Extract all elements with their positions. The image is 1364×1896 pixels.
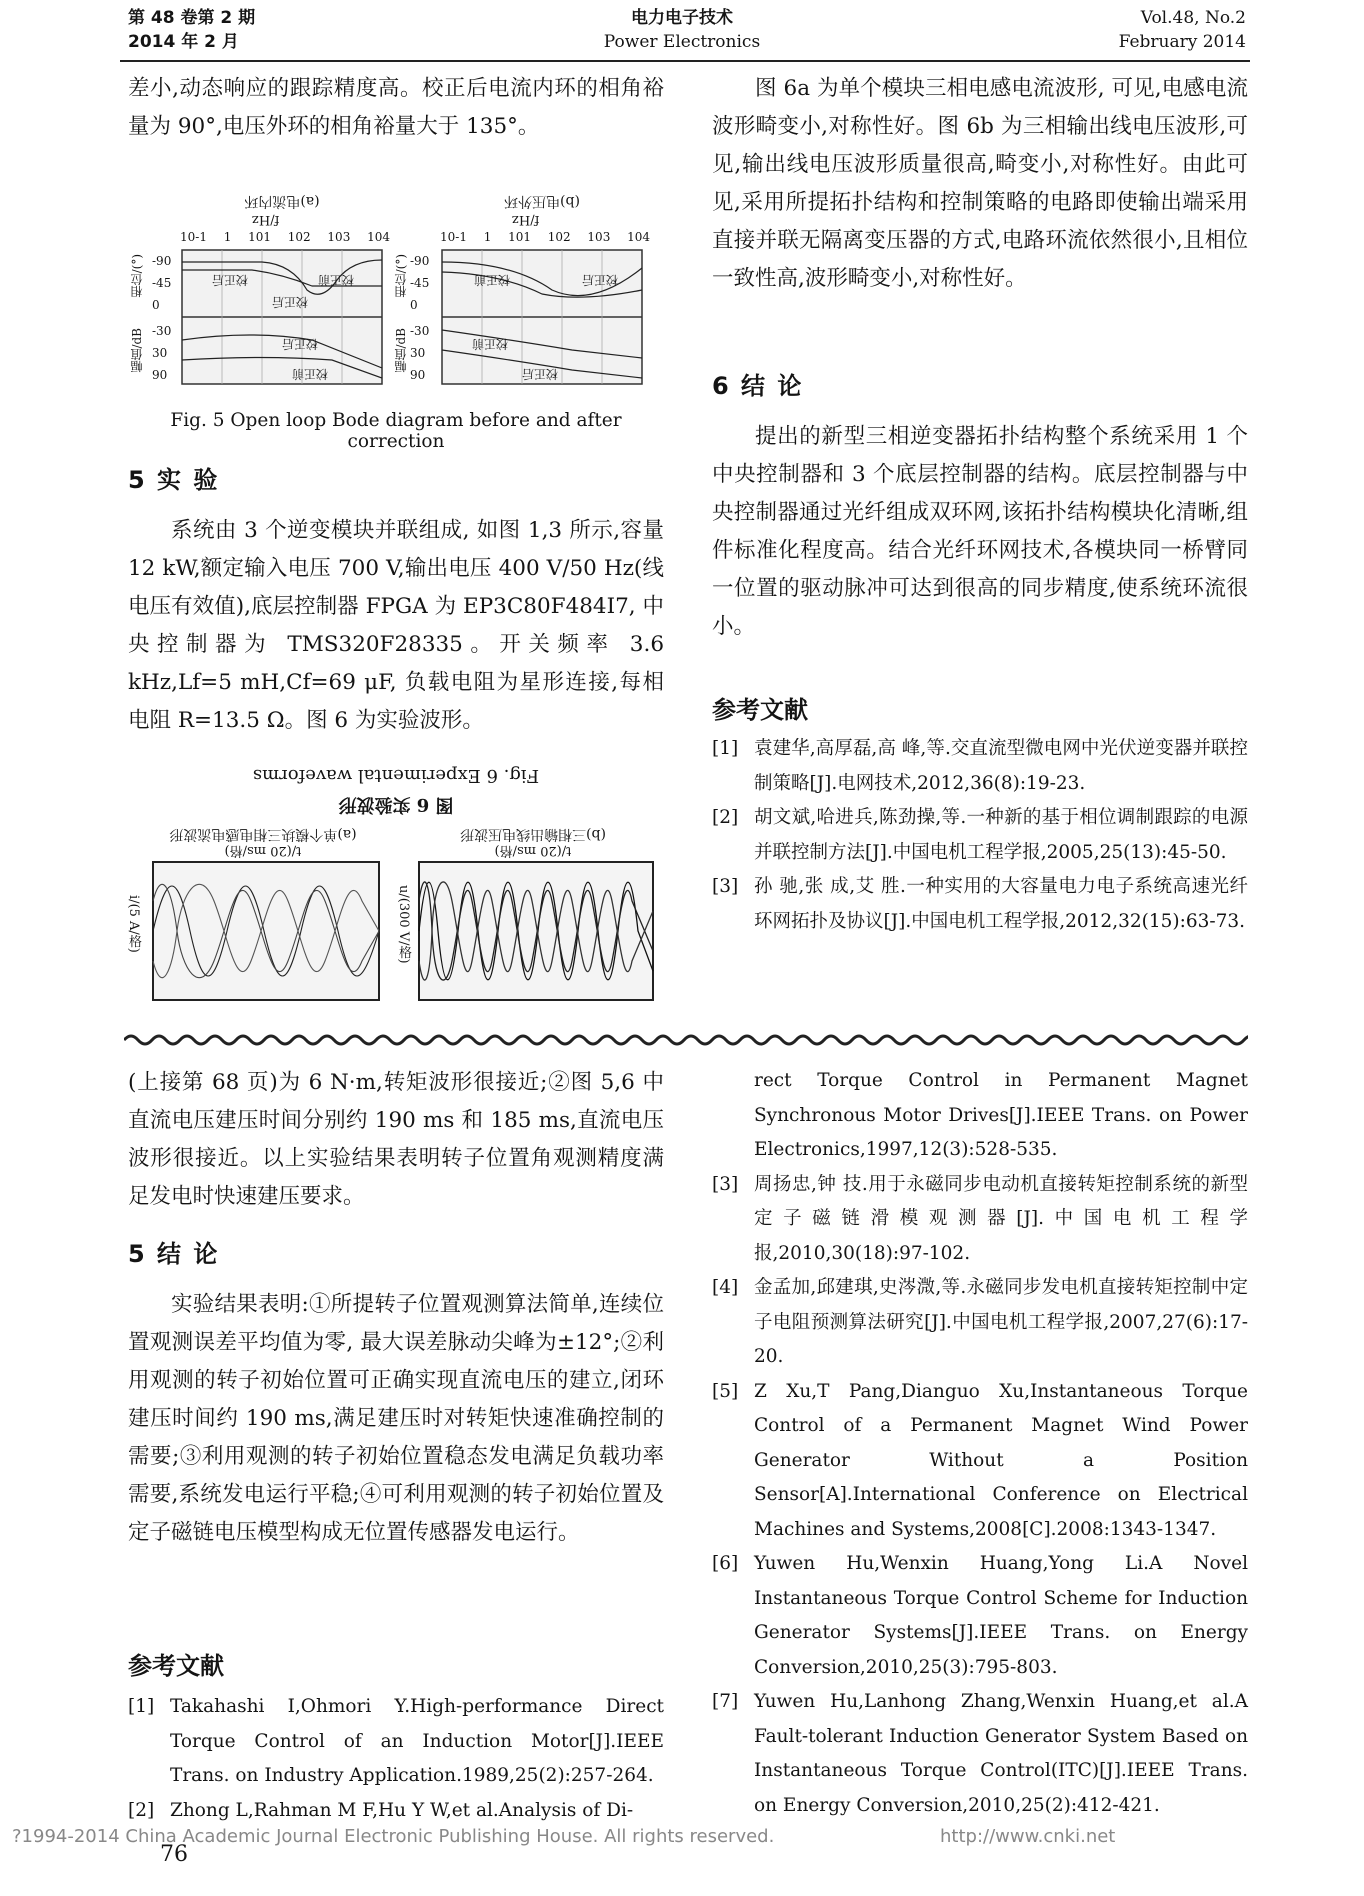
bode-a-xtick: 103	[327, 230, 351, 244]
bode-b-xtick: 103	[587, 230, 611, 244]
bode-b-xtick: 1	[483, 230, 492, 244]
bode-b-ytick: -90	[410, 254, 430, 268]
bode-a-title: (a)电流内环	[244, 193, 320, 209]
bode-b-label-before: 校正前	[474, 273, 511, 287]
fig6-caption-en: Fig. 6 Experimental waveforms	[252, 765, 540, 786]
bode-a-unit: f/Hz	[252, 212, 280, 227]
bode-b-xtick: 101	[508, 230, 532, 244]
reference-item: [4] 金孟加,邱建琪,史涔溦,等.永磁同步发电机直接转矩控制中定子电阻预测算法研究[J].中国电机工程学报,2007,27(6):17-20.	[712, 1277, 1248, 1367]
upper-refs-list	[712, 732, 1248, 939]
bode-a-ytick: 90	[152, 368, 168, 382]
section-5-experiment-text: 系统由 3 个逆变模块并联组成, 如图 1,3 所示,容量 12 kW,额定输入电压 700 V,输出电压 400 V/50 Hz(线电压有效值),底层控制器 FPGA 为 EP3C80F484I7, 中央控制器为 TMS320F28335。开关频率 3.6 kHz,Lf=5 mH,Cf=69 μF, 负载电阻为星形连接,每相电阻 R=13.5 Ω。图 6 为实验波形。	[128, 518, 664, 733]
fig6-panel-b-time: t/(20 ms/格)	[494, 843, 572, 858]
bode-a-label-after: 校正后	[212, 273, 249, 287]
bode-a-label-after-mag: 校正后	[282, 337, 319, 351]
fig6-panel-b-ylabel: u/(300 V/格)	[396, 885, 411, 964]
figure-5	[132, 190, 652, 390]
reference-item: [3] 孙 驰,张 成,艾 胜.一种实用的大容量电力电子系统高速光纤环网拓扑及协议[J].中国电机工程学报,2012,32(15):63-73.	[712, 876, 1248, 932]
bode-a-xtick: 102	[287, 230, 311, 244]
bode-a-ytick: 30	[152, 346, 168, 360]
fig6-panel-b-title: (b)三相输出线电压波形	[460, 826, 606, 842]
bode-b-ytick: 30	[410, 346, 426, 360]
bode-b-title: (b)电压外环	[504, 193, 580, 209]
footer-url: http://www.cnki.net	[940, 1826, 1116, 1847]
bode-b-ylabel-phase: 相位/(°)	[394, 254, 408, 298]
footer-copyright: ?1994-2014 China Academic Journal Electronic Publishing House. All rights reserved.	[12, 1826, 775, 1847]
bode-a-xtick: 10-1	[180, 230, 207, 244]
upper-refs-title: 参考文献	[712, 696, 808, 724]
bode-b-ytick: -45	[410, 276, 430, 290]
bode-b-yticks-mag	[410, 320, 429, 386]
header-date-en: February 2014	[1118, 32, 1246, 52]
reference-item: [1] Takahashi I,Ohmori Y.High-performance Direct Torque Control of an Induction Motor[J].IEEE Trans. on Industry Application.1989,25(2):257-264.	[128, 1696, 664, 1786]
bode-b-label-after: 校正后	[582, 273, 619, 287]
lower-refs-left-list	[128, 1690, 664, 1828]
lower-left-continued-text: (上接第 68 页)为 6 N·m,转矩波形很接近;②图 5,6 中直流电压建压时间分别约 190 ms 和 185 ms,直流电压波形很接近。以上实验结果表明转子位置角观测精度满足发电时快速建压要求。	[128, 1070, 664, 1209]
bode-b-ytick: 0	[410, 298, 418, 312]
bode-b-yticks-phase	[410, 250, 429, 316]
upper-left-intro: 差小,动态响应的跟踪精度高。校正后电流内环的相角裕量为 90°,电压外环的相角裕量大于 135°。	[128, 76, 664, 139]
bode-b-xtick: 102	[547, 230, 571, 244]
bode-a-label-after-2: 校正后	[272, 295, 309, 309]
figure-6	[128, 765, 664, 1005]
bode-a-xtick: 101	[248, 230, 272, 244]
bode-a-xtick: 104	[367, 230, 390, 244]
bode-a-xtick: 1	[223, 230, 232, 244]
reference-item: [1] 袁建华,高厚磊,高 峰,等.交直流型微电网中光伏逆变器并联控制策略[J].电网技术,2012,36(8):19-23.	[712, 738, 1248, 794]
bode-a-ytick: 0	[152, 298, 160, 312]
bode-b-label-before-mag: 校正前	[472, 337, 509, 351]
bode-b-xticks	[440, 230, 650, 244]
bode-panel-b	[442, 250, 642, 384]
bode-a-xticks	[180, 230, 390, 244]
header-date-cn: 2014 年 2 月	[128, 32, 239, 52]
reference-item: [6] Yuwen Hu,Wenxin Huang,Yong Li.A Novel Instantaneous Torque Control Scheme for Induction Generator Systems[J].IEEE Trans. on Energy Conversion,2010,25(3):795-803.	[712, 1553, 1248, 1678]
bode-a-yticks-phase	[152, 250, 171, 316]
reference-item: [7] Yuwen Hu,Lanhong Zhang,Wenxin Huang,et al.A Fault-tolerant Induction Generator System Based on Instantaneous Torque Control(ITC)[J].IEEE Trans. on Energy Conversion,2010,25(2):412-421.	[712, 1691, 1248, 1816]
bode-a-ytick: -45	[152, 276, 172, 290]
lower-conclusion-text: 实验结果表明:①所提转子位置观测算法简单,连续位置观测误差平均值为零, 最大误差脉动尖峰为±12°;②利用观测的转子初始位置可正确实现直流电压的建立,闭环建压时间约 190 ms,满足建压时对转矩快速准确控制的需要;③利用观测的转子初始位置稳态发电满足负载功率需要,系统发电运行平稳;④可利用观测的转子初始位置及定子磁链电压模型构成无位置传感器发电运行。	[128, 1292, 664, 1545]
bode-a-ytick: -90	[152, 254, 172, 268]
fig6-panel-a-ylabel: i/(5 A/格)	[126, 895, 141, 953]
fig6-caption-cn: 图 6 实验波形	[338, 794, 454, 815]
section-6-conclusion-title: 6 结 论	[712, 372, 804, 400]
header-journal-cn: 电力电子技术	[631, 8, 733, 28]
bode-a-label-before-mag: 校正前	[292, 367, 329, 381]
section-5-experiment-title: 5 实 验	[128, 466, 220, 494]
bode-b-ylabel-mag: 幅值/dB	[394, 328, 408, 373]
bode-b-xtick: 104	[627, 230, 650, 244]
fig6-panel-b-waveform	[418, 861, 654, 1001]
upper-right-text: 图 6a 为单个模块三相电感电流波形, 可见,电感电流波形畸变小,对称性好。图 6b 为三相输出线电压波形,可见,输出线电压波形质量很高,畸变小,对称性好。由此可见,采用所提拓扑结构和控制策略的电路即使输出端采用直接并联无隔离变压器的方式,电路环流依然很小,且相位一致性高,波形畸变小,对称性好。	[712, 76, 1248, 291]
reference-item: [2] Zhong L,Rahman M F,Hu Y W,et al.Analysis of Di-	[128, 1799, 634, 1821]
bode-b-label-after-mag: 校正后	[522, 367, 559, 381]
reference-item: [5] Z Xu,T Pang,Dianguo Xu,Instantaneous Torque Control of a Permanent Magnet Wind Power Generator Without a Position Sensor[A].International Conference on Electrical Machines and Systems,2008[C].2008:1343-1347.	[712, 1380, 1248, 1540]
header-rule	[120, 60, 1250, 62]
bode-a-ylabel-phase: 相位/(°)	[130, 254, 144, 298]
header-volume-issue: 第 48 卷第 2 期	[128, 8, 256, 28]
bode-panel-a	[182, 250, 382, 384]
header-vol-en: Vol.48, No.2	[1140, 8, 1246, 28]
header-issue-en	[1119, 6, 1246, 54]
reference-item: [2] 胡文斌,哈进兵,陈劲操,等.一种新的基于相位调制跟踪的电源并联控制方法[J].中国电机工程学报,2005,25(13):45-50.	[712, 807, 1248, 863]
bode-b-ytick: 90	[410, 368, 426, 382]
reference-item: [3] 周扬忠,钟 技.用于永磁同步电动机直接转矩控制系统的新型定子磁链滑模观测器[J].中国电机工程学报,2010,30(18):97-102.	[712, 1173, 1248, 1264]
lower-refs-title: 参考文献	[128, 1652, 224, 1680]
header-journal-en: Power Electronics	[603, 32, 761, 52]
section-6-conclusion-text: 提出的新型三相逆变器拓扑结构整个系统采用 1 个中央控制器和 3 个底层控制器的结构。底层控制器与中央控制器通过光纤组成双环网,该拓扑结构模块化清晰,组件标准化程度高。结合光纤环网技术,各模块同一桥臂同一位置的驱动脉冲可达到很高的同步精度,使系统环流很小。	[712, 424, 1248, 639]
fig6-panel-a-time: t/(20 ms/格)	[224, 843, 302, 858]
page-number: 76	[160, 1842, 188, 1867]
lower-refs-right-list	[712, 1064, 1248, 1823]
bode-a-label-before: 校正前	[318, 273, 355, 287]
fig6-panel-a-waveform	[152, 861, 380, 1001]
bode-b-ytick: -30	[410, 324, 430, 338]
bode-b-unit: f/Hz	[512, 212, 540, 227]
bode-b-xtick: 10-1	[440, 230, 467, 244]
fig6-panel-a-title: (a)单个模块三相电感电流波形	[169, 826, 357, 842]
bode-a-ylabel-mag: 幅值/dB	[130, 328, 144, 373]
lower-conclusion-title: 5 结 论	[128, 1240, 220, 1268]
bode-a-ytick: -30	[152, 324, 172, 338]
bode-a-yticks-mag	[152, 320, 171, 386]
fig5-caption: Fig. 5 Open loop Bode diagram before and after correction	[170, 410, 622, 452]
wavy-separator	[124, 1030, 1248, 1050]
reference-item-continued: rect Torque Control in Permanent Magnet Synchronous Motor Drives[J].IEEE Trans. on Power Electronics,1997,12(3):528-535.	[754, 1070, 1248, 1160]
